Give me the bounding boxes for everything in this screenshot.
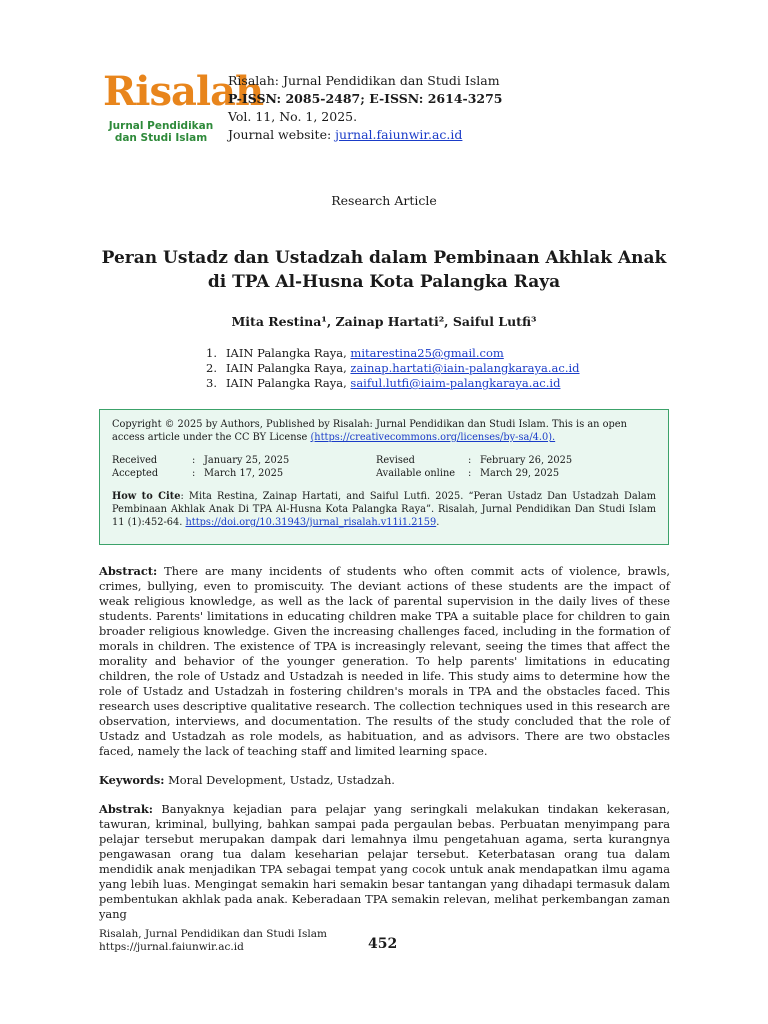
abstract-english xyxy=(99,564,670,759)
accepted-date: March 17, 2025 xyxy=(204,468,284,479)
how-to-cite: How to Cite: Mita Restina, Zainap Hartati, and Saiful Lutfi. 2025. “Peran Ustadz Dan Ustadzah Dalam Pembinaan Akhlak Anak Di TPA Al-Husna Kota Palangka Raya”. Risalah, Jurnal Pendidikan Dan Studi Islam 11 (1):452-64. https://doi.org/10.31943/jurnal_risalah.v11i1.2159. xyxy=(112,491,656,528)
journal-info xyxy=(228,72,503,144)
journal-name: Risalah: Jurnal Pendidikan dan Studi Islam xyxy=(228,73,500,88)
author-list: Mita Restina¹, Zainap Hartati², Saiful Lutfi³ xyxy=(231,314,537,329)
journal-volume: Vol. 11, No. 1, 2025. xyxy=(228,109,358,124)
copyright-text: Copyright © 2025 by Authors, Published by Risalah: Jurnal Pendidikan dan Studi Islam. This is an open access article under the CC BY License xyxy=(112,419,627,443)
logo-wordmark: Risalah xyxy=(103,68,264,115)
affiliation-number: 3. xyxy=(206,376,217,390)
accepted-label: Accepted xyxy=(112,468,159,479)
colon: : xyxy=(468,468,472,479)
keywords xyxy=(99,773,670,788)
received-label: Received xyxy=(112,455,158,466)
abstract-label: Abstract: xyxy=(99,564,158,578)
abstrak-text: Banyaknya kejadian para pelajar yang seringkali melakukan tindakan kekerasan, tawuran, kriminal, bullying, bahkan sampai pada pergaulan bebas. Perbuatan menyimpang para pelajar tersebut merupakan dampak dari lemahnya ilmu pengetahuan agama, serta kurangnya pengawasan orang tua dalam keseharian pelajar tersebut. Keterbatasan orang tua dalam mendidik anak menjadikan TPA sebagai tempat yang cocok untuk anak mendapatkan ilmu agama yang lebih luas. Mengingat semakin hari semakin besar tantangan yang dihadapi termasuk dalam pembentukan akhlak pada anak. Keberadaan TPA semakin relevan, melihat perkembangan zaman yang xyxy=(99,802,670,921)
journal-website xyxy=(228,126,503,144)
article-dates xyxy=(112,454,656,480)
affiliation-number: 1. xyxy=(206,346,217,360)
copyright-notice xyxy=(112,418,656,444)
affiliation-email-link[interactable]: mitarestina25@gmail.com xyxy=(350,346,504,360)
colon: : xyxy=(192,468,196,479)
logo-subtitle: Jurnal Pendidikan dan Studi Islam xyxy=(108,120,214,144)
howto-text: : Mita Restina, Zainap Hartati, and Saiful Lutfi. 2025. “Peran Ustadz Dan Ustadzah Dalam Pembinaan Akhlak Anak Di TPA Al-Husna Kota Palangka Raya”. Risalah, Jurnal Pendidikan Dan Studi Islam 11 (1):452-64. xyxy=(112,491,656,528)
article-info-box xyxy=(99,409,669,545)
colon: : xyxy=(468,455,472,466)
abstract-text: There are many incidents of students who often commit acts of violence, brawls, crimes, bullying, even to promiscuity. The deviant actions of these students are the impact of weak religious knowledge, as well as the lack of parental supervision in the daily lives of these students. Parents' limitations in educating children make TPA a suitable place for children to gain broader religious knowledge. Given the increasing challenges faced, including in the formation of morals in children. The existence of TPA is increasingly relevant, seeing the times that affect the morality and behavior of the younger generation. To help parents' limitations in educating children, the role of Ustadz and Ustadzah is needed in life. This study aims to determine how the role of Ustadz and Ustadzah in fostering children's morals in TPA and the obstacles faced. This research uses descriptive qualitative research. The collection techniques used in this research are observation, interviews, and documentation. The results of the study concluded that the role of Ustadz and Ustadzah as role models, as habituation, and as advisors. There are two obstacles faced, namely the lack of teaching staff and limited learning space. xyxy=(99,564,670,758)
online-date: March 29, 2025 xyxy=(480,468,560,479)
page-number: 452 xyxy=(368,936,398,952)
affiliation-number: 2. xyxy=(206,361,217,375)
affiliation-email-link[interactable]: saiful.lutfi@iaim-palangkaraya.ac.id xyxy=(350,376,561,390)
doi-link[interactable]: https://doi.org/10.31943/jurnal_risalah.v11i1.2159 xyxy=(185,517,437,528)
journal-issn: P-ISSN: 2085-2487; E-ISSN: 2614-3275 xyxy=(228,91,503,106)
affiliation-item xyxy=(206,361,580,376)
affiliation-email-link[interactable]: zainap.hartati@iain-palangkaraya.ac.id xyxy=(350,361,580,375)
howto-label: How to Cite xyxy=(112,491,181,502)
page-footer xyxy=(99,928,327,954)
article-type: Research Article xyxy=(331,193,437,208)
online-label: Available online xyxy=(376,468,456,479)
website-link[interactable]: jurnal.faiunwir.ac.id xyxy=(335,127,463,142)
abstract-indonesian xyxy=(99,802,670,921)
website-label: Journal website: xyxy=(228,127,336,142)
revised-label: Revised xyxy=(376,455,415,466)
affiliation-institution: IAIN Palangka Raya, xyxy=(226,376,351,390)
affiliation-institution: IAIN Palangka Raya, xyxy=(226,361,351,375)
received-date: January 25, 2025 xyxy=(204,455,290,466)
revised-date: February 26, 2025 xyxy=(480,455,573,466)
affiliation-list xyxy=(206,346,580,391)
article-title: Peran Ustadz dan Ustadzah dalam Pembinaan Akhlak Anak di TPA Al-Husna Kota Palangka Raya xyxy=(101,248,667,292)
journal-logo xyxy=(103,68,264,150)
keywords-text: Moral Development, Ustadz, Ustadzah. xyxy=(164,773,395,787)
abstrak-label: Abstrak: xyxy=(99,802,153,816)
colon: : xyxy=(192,455,196,466)
affiliation-item xyxy=(206,346,580,361)
keywords-label: Keywords: xyxy=(99,773,165,787)
affiliation-item xyxy=(206,376,580,391)
license-link[interactable]: (https://creativecommons.org/licenses/by-sa/4.0). xyxy=(310,432,556,443)
affiliation-institution: IAIN Palangka Raya, xyxy=(226,346,351,360)
footer-journal: Risalah, Jurnal Pendidikan dan Studi Islam xyxy=(99,928,327,940)
footer-url: https://jurnal.faiunwir.ac.id xyxy=(99,941,244,953)
